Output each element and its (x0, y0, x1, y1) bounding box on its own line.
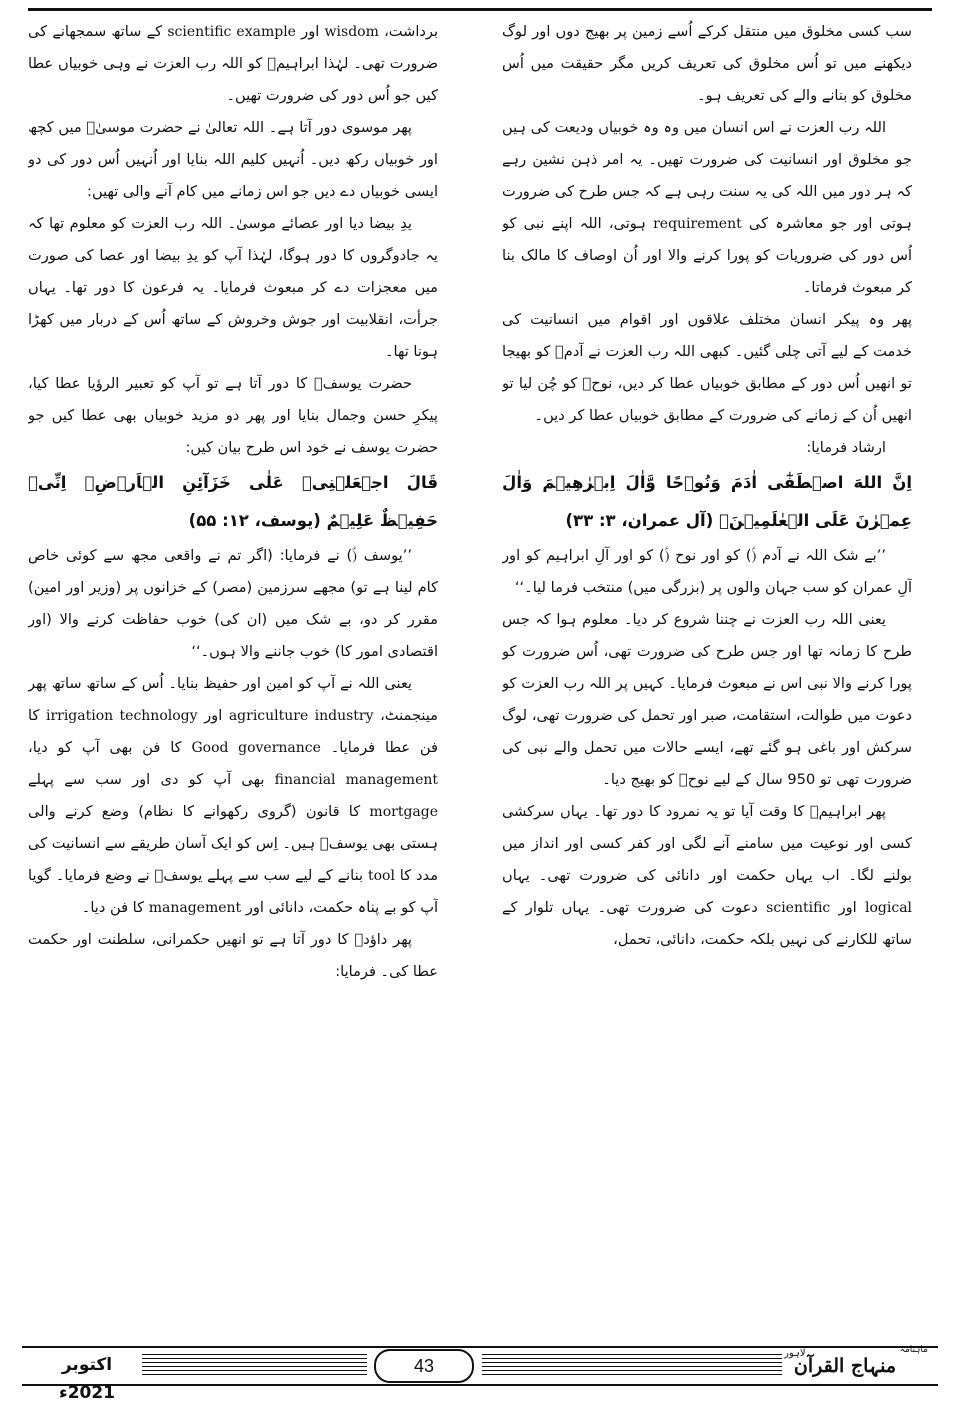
english-term: irrigation technology (45, 708, 198, 724)
paragraph (502, 796, 912, 956)
footer-rule-right (482, 1354, 782, 1376)
translation: ’’یوسف (ؑ) نے فرمایا: (اگر تم نے واقعی مجھ سے کوئی خاص کام لینا ہے تو) مجھے سرزمین (مصر) کے خزانوں پر (وزیر اور امین) مقرر کر دو، بے شک میں (ان کی) خوب حفاظت کرنے والا (اور اقتصادی امور کا) خوب جاننے والا ہوں۔‘‘ (28, 547, 438, 660)
magazine-label: ماہنامہ (899, 1345, 928, 1355)
magazine-masthead (782, 1345, 932, 1382)
text: ہوتی، اللہ اپنے نبی کو اُس دور کی ضروریات کو پورا کرنے والا اور اُن اوصاف کا مالک بنا کر مبعوث فرماتا۔ (502, 215, 912, 296)
left-column (28, 16, 438, 1326)
paragraph: یعنی اللہ رب العزت نے چننا شروع کر دیا۔ معلوم ہوا کہ جس طرح کا زمانہ تھا اور جس طرح کی ضرورت تھی، اُس ضرورت کو پورا کرنے والا نبی اس نے مبعوث فرمایا۔ کہیں پر اللہ رب العزت کو دعوت میں طوالت، استقامت، صبر اور تحمل کی ضرورت تھی، لوگ سرکش اور باغی ہو گئے تھے، ایسے حالات میں تحمل والے نبی کی ضرورت تھی تو 950 سال کے لیے نوحؑ کو بھیج دیا۔ (502, 611, 912, 788)
english-term: agriculture industry (228, 708, 374, 724)
issue-date: اکتوبر 2021ء (58, 1355, 116, 1403)
top-rule (28, 8, 932, 11)
text: اور (204, 707, 223, 724)
text: دعوت کی ضرورت تھی۔ یہاں تلوار کے ساتھ للکارنے کی نہیں بلکہ حکمت، دانائی، تحمل، (502, 899, 912, 948)
english-term: mortgage (369, 804, 438, 820)
paragraph: پھر وہ پیکر انسان مختلف علاقوں اور اقوام میں انسانیت کی خدمت کے لیے آتی چلی گئیں۔ کبھی اللہ رب العزت نے آدمؑ کو بھیجا تو انھیں اُس دور کے مطابق خوبیاں عطا کر دیں، نوحؑ کو چُن لیا تو انھیں اُن کے زمانے کی ضرورت کے مطابق خوبیاں عطا کر دیں۔ (502, 311, 912, 424)
text: اور (838, 899, 857, 916)
paragraph: ارشاد فرمایا: (806, 439, 886, 456)
text: کا فن عطا فرمایا۔ (28, 707, 438, 756)
right-column (502, 16, 912, 1326)
quran-verse: اِنَّ اللهَ اصۡطَفٰٓى اٰدَمَ وَنُوۡحًا وَّاٰلَ اِبۡرٰهِيۡمَ وَاٰلَ عِمۡرٰنَ عَلَى الۡعٰلَمِيۡنَۙ (آل عمران، ۳: ۳۳) (502, 473, 912, 530)
text: اللہ رب العزت نے اس انسان میں وہ وہ خوبیاں ودیعت کی ہیں جو مخلوق اور انسانیت کی ضرورت تھیں۔ یہ امر ذہن نشین رہے کہ ہر دور میں اللہ کی یہ سنت رہی ہے کہ جس طرح کی ضرورت ہوتی اور جو معاشرہ کی (502, 119, 912, 232)
english-term: scientific (766, 900, 831, 916)
paragraph: پھر داؤدؑ کا دور آتا ہے تو انھیں حکمرانی، سلطنت اور حکمت عطا کی۔ فرمایا: (28, 931, 438, 980)
page-footer (22, 1345, 938, 1403)
english-term: logical (865, 900, 912, 916)
text: کا فن دیا۔ (81, 899, 145, 916)
paragraph (28, 16, 438, 112)
text: یعنی اللہ نے آپ کو امین اور حفیظ بنایا۔ اُس کے ساتھ ساتھ پھر مینجمنٹ، (28, 675, 438, 724)
paragraph (28, 668, 438, 924)
magazine-city: لاہور (784, 1348, 806, 1359)
text: بنانے کے لیے سب سے پہلے یوسفؑ نے وضع فرمایا۔ گویا آپ کو بے پناہ حکمت، دانائی اور (28, 867, 438, 916)
magazine-title: منہاج القرآن (793, 1355, 896, 1377)
translation: ’’بے شک اللہ نے آدم (ؑ) کو اور نوح (ؑ) کو اور آلِ ابراہیم کو اور آلِ عمران کو سب جہان والوں پر (بزرگی میں) منتخب فرما لیا۔‘‘ (502, 547, 912, 596)
english-term: wisdom (324, 24, 379, 40)
text: بھی آپ کو دی اور سب سے پہلے (28, 771, 265, 788)
page-number: 43 (374, 1349, 474, 1383)
paragraph (502, 112, 912, 304)
paragraph: یدِ بیضا دیا اور عصائے موسیٰ۔ اللہ رب العزت کو معلوم تھا کہ یہ جادوگروں کا دور ہوگا، لہٰذا آپ کو یدِ بیضا اور عصا کی صورت میں معجزات دے کر مبعوث فرمایا۔ یہ فرعون کا دور تھا۔ یہاں جرأت، انقلابیت اور جوش وخروش کے ساتھ اُس کے دربار میں کھڑا ہونا تھا۔ (28, 215, 438, 360)
text: کے ساتھ سمجھانے کی ضرورت تھی۔ لہٰذا ابراہیمؑ کو اللہ رب العزت نے وہی خوبیاں عطا کیں جو اُس دور کی ضرورت تھیں۔ (28, 23, 438, 104)
english-term: requirement (653, 216, 742, 232)
text: کا قانون (گروی رکھوانے کا نظام) وضع کرنے والی ہستی بھی یوسفؑ ہیں۔ اِس کو ایک آسان طریقے سے انسانیت کی مدد کا (28, 803, 438, 884)
text: اور (301, 23, 320, 40)
text: برداشت، (384, 23, 438, 40)
paragraph: پھر موسوی دور آتا ہے۔ اللہ تعالیٰ نے حضرت موسیٰؑ میں کچھ اور خوبیاں رکھ دیں۔ اُنہیں کلیم اللہ بنایا اور اُنہیں اُس دور کی دو ایسی خوبیاں دے دیں جو اس زمانے میں کام آنے والی تھیں: (28, 119, 438, 200)
text: پھر ابراہیمؑ کا وقت آیا تو یہ نمرود کا دور تھا۔ یہاں سرکشی کسی اور نوعیت میں سامنے آنے لگی اور کفر کسی اور انداز میں بولنے لگا۔ اب یہاں حکمت اور دانائی کی ضرورت تھی۔ یہاں (502, 803, 912, 884)
paragraph: سب کسی مخلوق میں منتقل کرکے اُسے زمین پر بھیج دوں اور لوگ دیکھنے میں تو اُس مخلوق کی تعریف کریں مگر حقیقت میں اُس مخلوق کو بنانے والے کی تعریف ہو۔ (502, 23, 912, 104)
paragraph: حضرت یوسفؑ کا دور آتا ہے تو آپ کو تعبیر الرؤیا عطا کیا، پیکرِ حسن وجمال بنایا اور پھر دو مزید خوبیاں بھی عطا کیں جو حضرت یوسف نے خود اس طرح بیان کیں: (28, 375, 438, 456)
english-term: Good governance (191, 740, 321, 756)
english-term: tool (367, 868, 395, 884)
quran-verse: قَالَ اجۡعَلۡنِىۡ عَلٰى خَزَآئِنِ الۡاَرۡضِ​ۚ اِنِّىۡ حَفِيۡظٌ عَلِيۡمٌ‏ (یوسف، ۱۲: ۵۵) (28, 473, 438, 530)
footer-rule-left (142, 1354, 367, 1376)
english-term: management (148, 900, 242, 916)
text: کا فن بھی آپ کو دیا، (28, 739, 182, 756)
english-term: financial management (274, 772, 438, 788)
english-term: scientific example (167, 24, 296, 40)
